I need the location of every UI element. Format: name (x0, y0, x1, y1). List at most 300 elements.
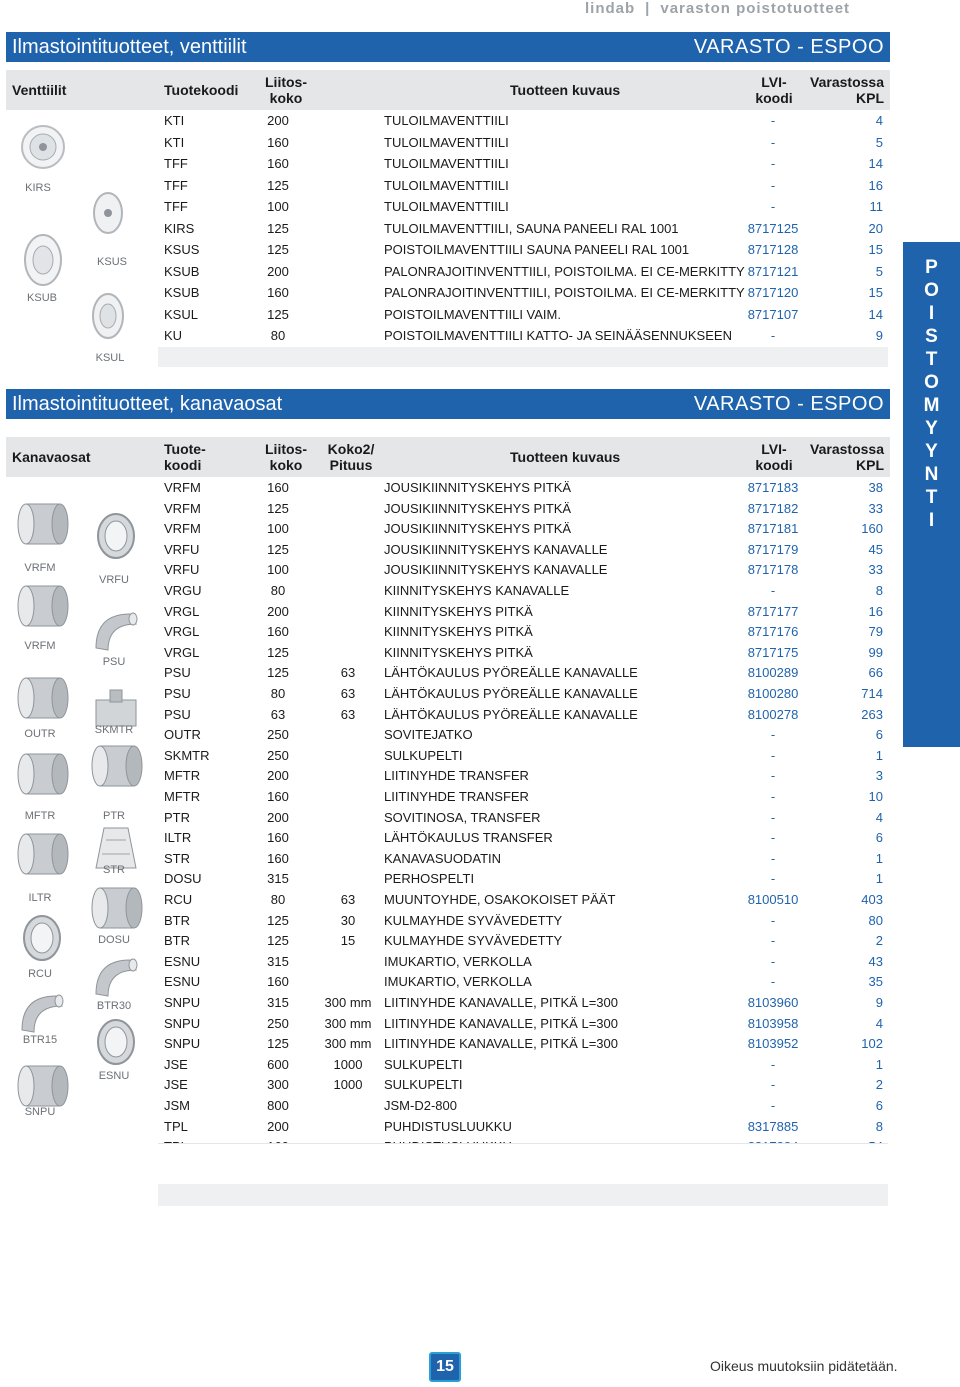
duct-part-icon (12, 986, 72, 1038)
cell-desc: LÄHTÖKAULUS PYÖREÄLLE KANAVALLE (384, 686, 638, 701)
cell-desc: IMUKARTIO, VERKOLLA (384, 974, 532, 990)
cell-desc: LIITINYHDE TRANSFER (384, 768, 529, 784)
duct-part-icon (86, 604, 146, 656)
cell-code: STR (164, 850, 190, 866)
cell-desc: TULOILMAVENTTIILI (384, 134, 509, 150)
duct-part-icon (12, 1060, 72, 1112)
cell-code: PSU (164, 686, 191, 701)
cell-lvi: - (770, 1077, 776, 1093)
table-row (158, 304, 888, 326)
cell-lvi: 8717175 (747, 644, 799, 660)
cell-code: MFTR (164, 789, 201, 804)
cell-size: 80 (270, 892, 286, 907)
cell-lvi: 8100278 (747, 706, 799, 722)
cell-code: TFF (164, 177, 188, 193)
duct-part-icon (86, 882, 146, 934)
table-row (158, 663, 888, 684)
cell-lvi: 8103958 (747, 1015, 799, 1031)
duct-part-icon (12, 912, 72, 964)
cell-size: 125 (267, 933, 289, 949)
duct-part-icon (12, 580, 72, 632)
cell-size: 125 (267, 665, 289, 681)
cell-desc: PERHOSPELTI (384, 871, 475, 887)
cell-lvi: 8717125 (747, 220, 799, 236)
section2-table-header (6, 437, 890, 477)
table-row (158, 499, 888, 520)
cell-desc: KULMAYHDE SYVÄVEDETTY (384, 933, 563, 949)
cell-code: DOSU (164, 871, 202, 887)
cell-qty: 6 (875, 1098, 883, 1113)
cell-lvi: - (770, 156, 776, 171)
sidebar-letter: S (925, 326, 938, 347)
cell-qty: 4 (875, 809, 883, 825)
cell-lvi: 8103960 (747, 995, 799, 1010)
cell-code: SNPU (164, 1015, 201, 1031)
cell-k2: 300 mm (324, 1036, 372, 1052)
cell-size: 160 (267, 156, 289, 171)
sidebar-letter: P (925, 257, 938, 278)
cell-k2: 63 (340, 665, 356, 681)
kirs-valve-icon (20, 124, 66, 170)
cell-size: 200 (267, 263, 289, 279)
cell-qty: 35 (868, 974, 883, 990)
cell-qty: 1 (875, 747, 883, 763)
table-row (158, 581, 888, 602)
cell-code: SNPU (164, 1036, 201, 1052)
cell-k2: 63 (340, 706, 356, 722)
table-row (158, 175, 888, 197)
cell-qty: 1 (875, 850, 883, 866)
cell-lvi: 8100280 (747, 686, 799, 701)
cell-size: 125 (267, 1036, 289, 1052)
sidebar-letter: T (925, 487, 938, 508)
cell-size: 160 (267, 285, 289, 300)
table-row (158, 1055, 888, 1076)
table-row (158, 725, 888, 746)
cell-size: 125 (267, 541, 289, 557)
cell-lvi: - (770, 1056, 776, 1072)
table-row (158, 622, 888, 643)
cell-desc: TULOILMAVENTTIILI (384, 199, 509, 214)
table-row (158, 132, 888, 154)
table-row (158, 869, 888, 890)
duct-part-icon (86, 740, 146, 792)
cell-qty: 1 (875, 1056, 883, 1072)
brand-name: lindab (585, 0, 636, 17)
cell-size: 100 (267, 199, 289, 214)
table-row (158, 218, 888, 240)
sidebar-letter: T (925, 349, 938, 370)
cell-desc: PALONRAJOITINVENTTIILI, POISTOILMA. EI CE-MERKITTY (384, 263, 745, 279)
sidebar-letter: O (924, 280, 939, 301)
cell-code: SKMTR (164, 747, 210, 763)
cell-qty: 33 (868, 562, 883, 578)
cell-desc: KIINNITYSKEHYS KANAVALLE (384, 583, 570, 598)
duct-part-icon (12, 498, 72, 550)
cell-size: 125 (267, 644, 289, 660)
cell-code: ESNU (164, 974, 201, 990)
cell-code: VRFM (164, 521, 201, 537)
cell-lvi: 8717128 (747, 242, 799, 257)
cell-desc: SULKUPELTI (384, 1077, 463, 1093)
cell-size: 100 (267, 521, 289, 537)
image-label: KSUB (27, 292, 57, 304)
cell-size: 125 (267, 220, 289, 236)
cell-desc: KANAVASUODATIN (384, 850, 502, 866)
cell-qty: 5 (875, 134, 883, 150)
duct-part-icon (12, 672, 72, 724)
cell-size: 300 (267, 1077, 289, 1093)
cell-code: KSUB (164, 263, 200, 279)
top-bar (585, 0, 895, 18)
cell-lvi: 8717179 (747, 541, 799, 557)
cell-qty: 20 (868, 220, 883, 236)
cell-lvi: 8317885 (747, 1118, 799, 1134)
cell-code: VRFM (164, 480, 201, 495)
table-row (158, 540, 888, 561)
section1-location: VARASTO - ESPOO (693, 35, 884, 58)
cell-lvi: 8717177 (747, 603, 799, 619)
section2-title: Ilmastointituotteet, kanavaosat (12, 392, 283, 415)
cell-code: BTR (164, 912, 190, 928)
cell-code: KSUS (164, 242, 200, 257)
duct-part-icon (12, 828, 72, 880)
header-desc: Tuotteen kuvaus (510, 82, 621, 98)
cell-size: 80 (270, 328, 286, 343)
cell-code: VRGL (164, 644, 200, 660)
duct-part-icon (86, 510, 146, 562)
cell-size: 125 (267, 912, 289, 928)
header-k2: Koko2/ Pituus (327, 441, 375, 473)
cell-code: VRFU (164, 541, 200, 557)
image-label: RCU (28, 968, 52, 980)
table-row (158, 643, 888, 664)
header-size: Liitos- koko (265, 74, 307, 106)
cell-code: ILTR (164, 830, 192, 846)
cell-size: 80 (270, 583, 286, 598)
cell-lvi: - (770, 953, 776, 969)
cell-lvi: 8717178 (747, 562, 799, 578)
cell-desc: TULOILMAVENTTIILI (384, 156, 509, 171)
table-row (158, 705, 888, 726)
cell-lvi: - (770, 850, 776, 866)
header-code: Tuote- koodi (164, 441, 206, 473)
cell-size: 200 (267, 768, 289, 784)
cell-size: 125 (267, 306, 289, 322)
ksub-valve-icon (22, 232, 64, 288)
cell-qty: 2 (875, 933, 883, 949)
cell-lvi: - (770, 747, 776, 763)
section2-title-band (6, 389, 890, 419)
cell-desc: JOUSIKIINNITYSKEHYS KANAVALLE (384, 541, 608, 557)
cell-code: SNPU (164, 995, 201, 1010)
cell-code: JSE (164, 1077, 188, 1093)
cell-desc: JOUSIKIINNITYSKEHYS PITKÄ (384, 521, 572, 537)
cell-lvi: - (770, 789, 776, 804)
cell-desc: POISTOILMAVENTTIILI VAIM. (384, 306, 561, 322)
cell-size: 250 (267, 1015, 289, 1031)
cell-qty: 15 (868, 285, 883, 300)
table-row (158, 110, 888, 132)
table-row (158, 239, 888, 261)
cell-qty: 160 (861, 521, 883, 537)
section1-table (158, 110, 888, 346)
cell-lvi: - (770, 871, 776, 887)
cell-k2: 1000 (333, 1056, 363, 1072)
cell-size: 160 (267, 830, 289, 846)
table-row (158, 261, 888, 283)
table-row (158, 746, 888, 767)
cell-k2: 63 (340, 892, 356, 907)
cell-code: VRFM (164, 500, 201, 516)
table-row (158, 196, 888, 218)
image-label: ESNU (98, 1070, 130, 1082)
top-bar-separator: | (645, 0, 651, 17)
cell-desc: MUUNTOYHDE, OSAKOKOISET PÄÄT (384, 892, 616, 907)
cell-lvi: - (770, 1098, 776, 1113)
table-row (158, 808, 888, 829)
table-row (158, 1034, 888, 1055)
sidebar-letter: Y (925, 441, 938, 462)
header-qty: Varastossa KPL (810, 441, 884, 473)
cell-size: 250 (267, 727, 289, 743)
cell-code: TPL (164, 1118, 188, 1134)
cell-code: OUTR (164, 727, 201, 743)
top-bar-subtitle: varaston poistotuotteet (660, 0, 851, 17)
image-label: KIRS (25, 182, 51, 194)
table-row (158, 478, 888, 499)
cell-qty: 403 (861, 892, 883, 907)
cell-size: 200 (267, 113, 289, 128)
image-label: BTR15 (22, 1034, 58, 1046)
cell-qty: 8 (875, 583, 883, 598)
section2-table-spacer (158, 1143, 888, 1162)
cell-lvi: - (770, 768, 776, 784)
table-row (158, 828, 888, 849)
cell-lvi: 8717181 (747, 521, 799, 537)
cell-desc: KULMAYHDE SYVÄVEDETTY (384, 912, 563, 928)
cell-k2: 30 (340, 912, 356, 928)
cell-desc: TULOILMAVENTTIILI (384, 113, 509, 128)
cell-code: KSUL (164, 306, 198, 322)
cell-qty: 14 (868, 156, 883, 171)
table-row (158, 560, 888, 581)
table-row (158, 993, 888, 1014)
cell-qty: 3 (875, 768, 883, 784)
cell-qty: 33 (868, 500, 883, 516)
cell-lvi: - (770, 830, 776, 846)
cell-lvi: 8717121 (747, 263, 799, 279)
cell-lvi: - (770, 583, 776, 598)
image-label: OUTR (24, 728, 56, 740)
cell-desc: KIINNITYSKEHYS PITKÄ (384, 624, 533, 640)
cell-code: BTR (164, 933, 190, 949)
cell-size: 63 (270, 706, 286, 722)
cell-code: TFF (164, 156, 188, 171)
cell-desc: SOVITEJATKO (384, 727, 473, 743)
cell-desc: TULOILMAVENTTIILI, SAUNA PANEELI RAL 1001 (384, 220, 679, 236)
cell-qty: 263 (861, 706, 883, 722)
ksul-valve-icon (88, 290, 128, 342)
sidebar-letter: N (924, 464, 939, 485)
cell-qty: 11 (869, 199, 883, 214)
cell-lvi: 8717182 (747, 500, 799, 516)
cell-code: VRFU (164, 562, 200, 578)
cell-lvi: 8103952 (747, 1036, 799, 1052)
sidebar-letter: O (924, 372, 939, 393)
image-label: SNPU (24, 1106, 56, 1118)
cell-code: KTI (164, 113, 185, 128)
duct-part-icon (86, 950, 146, 1002)
cell-code: PSU (164, 706, 191, 722)
cell-k2: 300 mm (324, 1015, 372, 1031)
table-row (158, 1075, 888, 1096)
cell-size: 80 (270, 686, 286, 701)
table-row (158, 1117, 888, 1138)
cell-desc: KIINNITYSKEHYS PITKÄ (384, 644, 533, 660)
table-row (158, 766, 888, 787)
cell-size: 160 (267, 850, 289, 866)
cell-size: 125 (267, 500, 289, 516)
cell-code: PTR (164, 809, 190, 825)
cell-desc: JOUSIKIINNITYSKEHYS KANAVALLE (384, 562, 608, 578)
image-label: STR (103, 864, 125, 876)
cell-desc: PUHDISTUSLUUKKU (384, 1118, 512, 1134)
cell-desc: SULKUPELTI (384, 747, 463, 763)
cell-size: 315 (267, 995, 289, 1010)
table-row (158, 684, 888, 705)
cell-qty: 14 (868, 306, 883, 322)
table-row (158, 890, 888, 911)
section1-title-band (6, 32, 890, 62)
cell-qty: 9 (875, 995, 883, 1010)
cell-qty: 15 (868, 242, 883, 257)
cell-qty: 10 (868, 789, 883, 804)
header-size: Liitos- koko (265, 441, 307, 473)
cell-code: KTI (164, 134, 185, 150)
cell-desc: LÄHTÖKAULUS PYÖREÄLLE KANAVALLE (384, 706, 638, 722)
cell-desc: LIITINYHDE KANAVALLE, PITKÄ L=300 (384, 1036, 618, 1052)
footer-note: Oikeus muutoksiin pidätetään. (710, 1358, 898, 1374)
cell-qty: 6 (875, 727, 883, 743)
cell-desc: LIITINYHDE KANAVALLE, PITKÄ L=300 (384, 1015, 618, 1031)
table-row (158, 911, 888, 932)
cell-lvi: 8100289 (747, 665, 799, 681)
section1-category: Venttiilit (12, 82, 67, 98)
section2-table (158, 478, 888, 1143)
cell-qty: 4 (875, 1015, 883, 1031)
section1-table-spacer (158, 347, 888, 367)
image-label: PSU (102, 656, 126, 668)
cell-code: JSM (164, 1098, 190, 1113)
cell-size: 160 (267, 134, 289, 150)
cell-desc: POISTOILMAVENTTIILI KATTO- JA SEINÄÄSENNUKSEEN (384, 328, 732, 343)
header-code: Tuotekoodi (164, 82, 239, 98)
sidebar-letter: I (928, 510, 935, 531)
cell-qty: 2 (875, 1077, 883, 1093)
cell-qty: 16 (868, 603, 883, 619)
cell-lvi: 8717176 (747, 624, 799, 640)
cell-lvi: - (770, 933, 776, 949)
image-label: VRFM (24, 562, 56, 574)
image-label: DOSU (98, 934, 130, 946)
cell-lvi: - (770, 134, 776, 150)
cell-k2: 15 (340, 933, 356, 949)
cell-k2: 1000 (333, 1077, 363, 1093)
cell-lvi: - (770, 113, 776, 128)
cell-desc: IMUKARTIO, VERKOLLA (384, 953, 532, 969)
cell-desc: LIITINYHDE TRANSFER (384, 789, 529, 804)
cell-lvi: 8717183 (747, 480, 799, 495)
cell-code: VRGU (164, 583, 202, 598)
header-lvi: LVI- koodi (755, 74, 793, 106)
cell-qty: 99 (868, 644, 883, 660)
cell-code: PSU (164, 665, 191, 681)
table-row (158, 153, 888, 175)
cell-desc: SULKUPELTI (384, 1056, 463, 1072)
cell-size: 160 (267, 480, 289, 495)
cell-size: 600 (267, 1056, 289, 1072)
table-row (158, 325, 888, 347)
image-label: PTR (103, 810, 125, 822)
cell-size: 125 (267, 242, 289, 257)
cell-qty: 43 (868, 953, 883, 969)
cell-qty: 1 (875, 871, 883, 887)
image-label: VRFU (99, 574, 129, 586)
cell-qty: 714 (861, 686, 883, 701)
cell-lvi: - (770, 912, 776, 928)
cell-size: 100 (267, 562, 289, 578)
cell-size: 200 (267, 809, 289, 825)
cell-desc: LÄHTÖKAULUS TRANSFER (384, 830, 553, 846)
table-row (158, 282, 888, 304)
table-row (158, 849, 888, 870)
image-label: KSUL (95, 352, 125, 364)
cell-lvi: 8100510 (747, 892, 799, 907)
cell-code: VRGL (164, 603, 200, 619)
section2-location: VARASTO - ESPOO (693, 392, 884, 415)
cell-qty: 79 (868, 624, 883, 640)
table-row (158, 787, 888, 808)
cell-code: KU (164, 328, 183, 343)
cell-desc: JSM-D2-800 (384, 1098, 457, 1113)
cell-qty: 16 (868, 177, 883, 193)
cell-lvi: 8717107 (747, 306, 799, 322)
section1-title: Ilmastointituotteet, venttiilit (12, 35, 247, 58)
cell-desc: JOUSIKIINNITYSKEHYS PITKÄ (384, 480, 572, 495)
cell-qty: 45 (868, 541, 883, 557)
cell-qty: 80 (868, 912, 883, 928)
section2-category: Kanavaosat (12, 449, 91, 465)
table-row (158, 952, 888, 973)
cell-desc: TULOILMAVENTTIILI (384, 177, 509, 193)
cell-qty: 8 (875, 1118, 883, 1134)
cell-qty: 9 (875, 328, 883, 343)
cell-size: 125 (267, 177, 289, 193)
cell-size: 250 (267, 747, 289, 763)
cell-desc: LIITINYHDE KANAVALLE, PITKÄ L=300 (384, 995, 618, 1010)
cell-size: 200 (267, 1118, 289, 1134)
cell-lvi: - (770, 328, 776, 343)
header-desc: Tuotteen kuvaus (510, 449, 621, 465)
cell-lvi: 8717120 (747, 285, 799, 300)
section2-table-spacer (158, 1184, 888, 1206)
image-label: ILTR (28, 892, 52, 904)
table-row (158, 519, 888, 540)
table-row (158, 1014, 888, 1035)
cell-lvi: - (770, 974, 776, 990)
cell-size: 800 (267, 1098, 289, 1113)
